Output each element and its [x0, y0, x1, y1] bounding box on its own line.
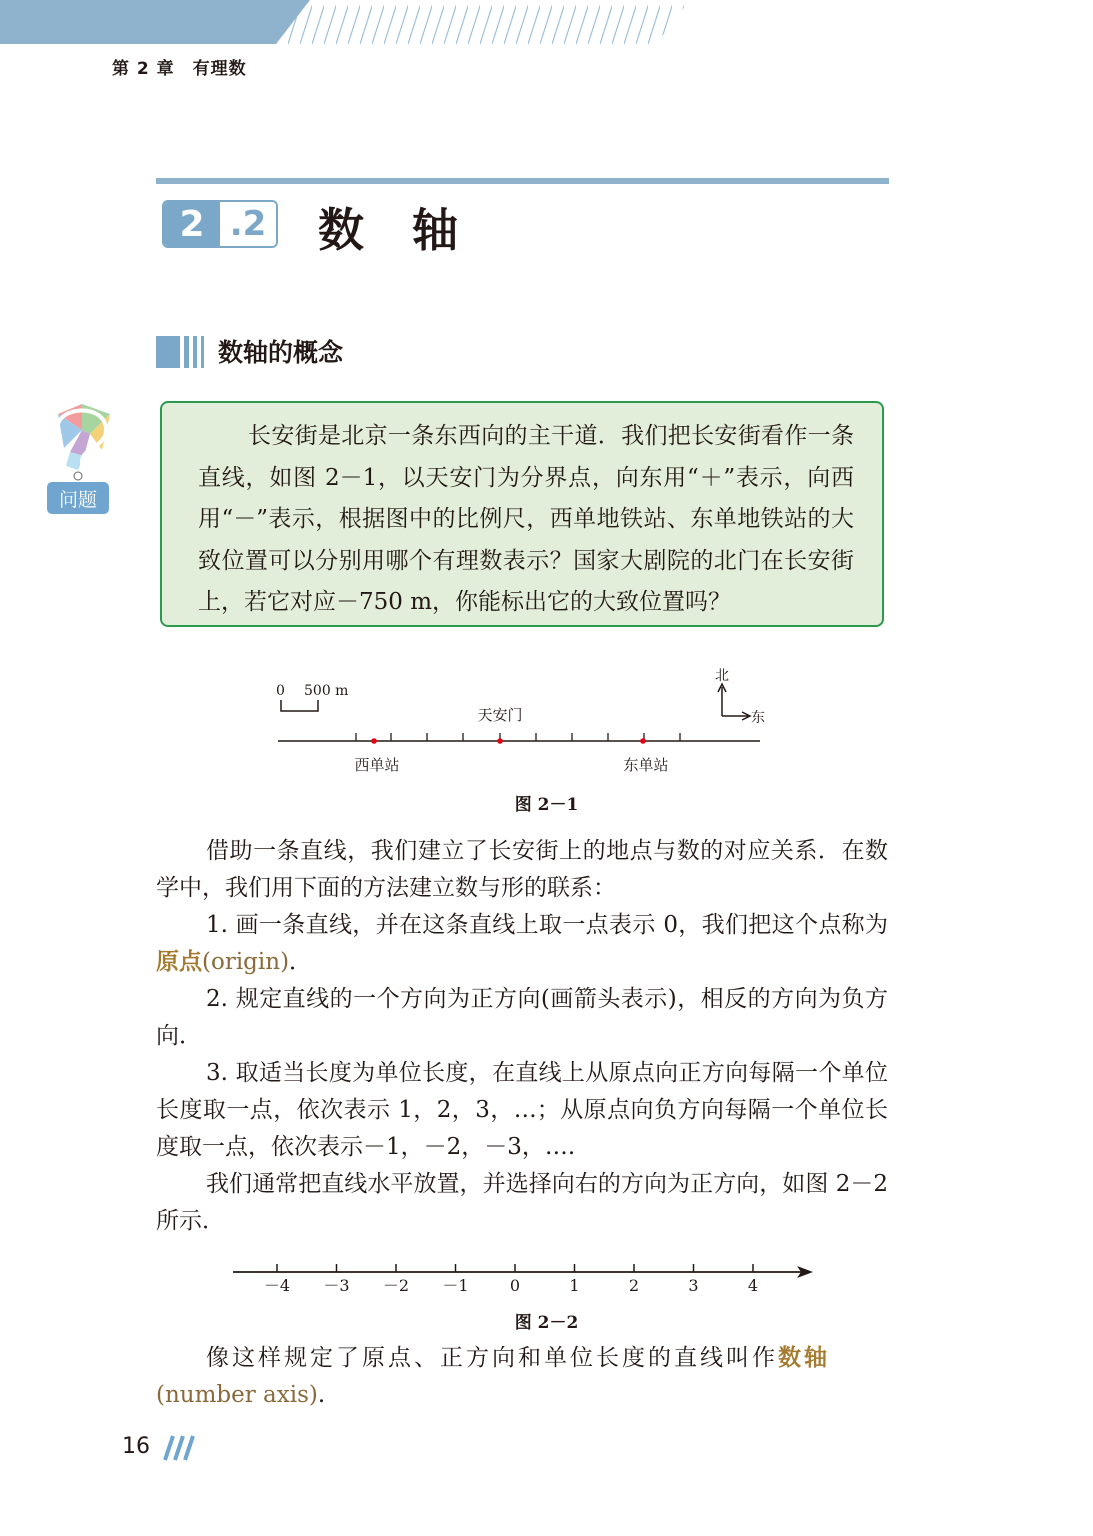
page-slash-decoration: [157, 1434, 197, 1462]
east-arrow: [722, 712, 750, 720]
section-title: 数轴: [318, 203, 506, 257]
landmark-label: 天安门: [477, 706, 523, 724]
number-line-tick-label: －2: [382, 1276, 410, 1295]
figure-2-1-map: [270, 660, 780, 780]
west-station-label: 西单站: [354, 756, 400, 774]
scale-label: 500 m: [304, 683, 349, 699]
step-1-text: 1. 画一条直线，并在这条直线上取一点表示 0，我们把这个点称为: [206, 912, 888, 938]
section-number-badge: [162, 200, 278, 248]
term-number-axis-en: (number axis): [156, 1382, 318, 1408]
paragraph-3-end: .: [317, 1382, 329, 1408]
north-arrow: [718, 684, 726, 716]
number-line-tick-label: 3: [688, 1276, 699, 1295]
step-1-end: ．: [289, 949, 313, 975]
subsection-marker: [156, 336, 204, 368]
figure-2-2-caption: 图 2－2: [514, 1313, 579, 1333]
figure-2-1-caption: 图 2－1: [514, 795, 579, 815]
east-station-marker: [640, 738, 646, 744]
number-line-tick-label: 2: [628, 1276, 640, 1295]
term-origin: 原点: [156, 949, 202, 975]
term-number-axis: 数轴: [778, 1345, 830, 1371]
chapter-number: 第 2 章: [112, 59, 175, 79]
west-station-marker: [371, 738, 377, 744]
chapter-label: [112, 54, 247, 79]
subsection-title: 数轴的概念: [218, 338, 344, 367]
figure-2-2-number-line: [225, 1258, 825, 1298]
title-rule: [156, 178, 889, 184]
body-paragraph-1: 借助一条直线，我们建立了长安街上的地点与数的对应关系．在数学中，我们用下面的方法建立数与形的联系：: [156, 838, 888, 901]
page-number: 16: [122, 1434, 150, 1459]
north-label: 北: [715, 668, 729, 684]
number-line-tick-label: －4: [263, 1276, 291, 1295]
question-badge: 问题: [47, 482, 109, 514]
street-ticks: [356, 733, 680, 741]
body-step-3: 3. 取适当长度为单位长度，在直线上从原点向正方向每隔一个单位长度取一点，依次表示 1，2，3，…；从原点向负方向每隔一个单位长度取一点，依次表示－1，－2，－3，….: [156, 1060, 888, 1160]
header-band: [0, 0, 1093, 44]
body-step-1: [156, 907, 888, 981]
scale-zero: 0: [276, 683, 285, 699]
number-line-tick-label: －1: [442, 1276, 469, 1295]
body-step-2: 2. 规定直线的一个方向为正方向(画箭头表示)，相反的方向为负方向．: [156, 986, 888, 1049]
term-origin-en: (origin): [202, 949, 290, 975]
number-line-ticks: [264, 1264, 758, 1295]
problem-text: 长安街是北京一条东西向的主干道．我们把长安街看作一条直线，如图 2－1，以天安门为分界点，向东用“＋”表示，向西用“－”表示，根据图中的比例尺，西单地铁站、东单地铁站的大致位置可以分别用哪个有理数表示？国家大剧院的北门在长安街上，若它对应－750 m，你能标出它的大致位置吗？: [198, 423, 854, 615]
number-line-tick-label: 4: [747, 1276, 759, 1295]
section-number: 2: [164, 202, 220, 246]
tiananmen-marker: [497, 738, 503, 744]
number-line-tick-label: －3: [323, 1276, 350, 1295]
paragraph-3-text: 像这样规定了原点、正方向和单位长度的直线叫作: [206, 1345, 778, 1371]
scale-bracket: [281, 700, 318, 711]
east-label: 东: [751, 710, 765, 726]
chapter-title: 有理数: [192, 59, 247, 79]
east-station-label: 东单站: [623, 756, 669, 774]
body-paragraph-3: [156, 1340, 888, 1414]
number-line-tick-label: 1: [569, 1276, 580, 1295]
body-paragraph-2: 我们通常把直线水平放置，并选择向右的方向为正方向，如图 2－2 所示．: [156, 1171, 888, 1234]
section-sub-number: .2: [220, 202, 276, 246]
number-line-tick-label: 0: [509, 1276, 521, 1295]
